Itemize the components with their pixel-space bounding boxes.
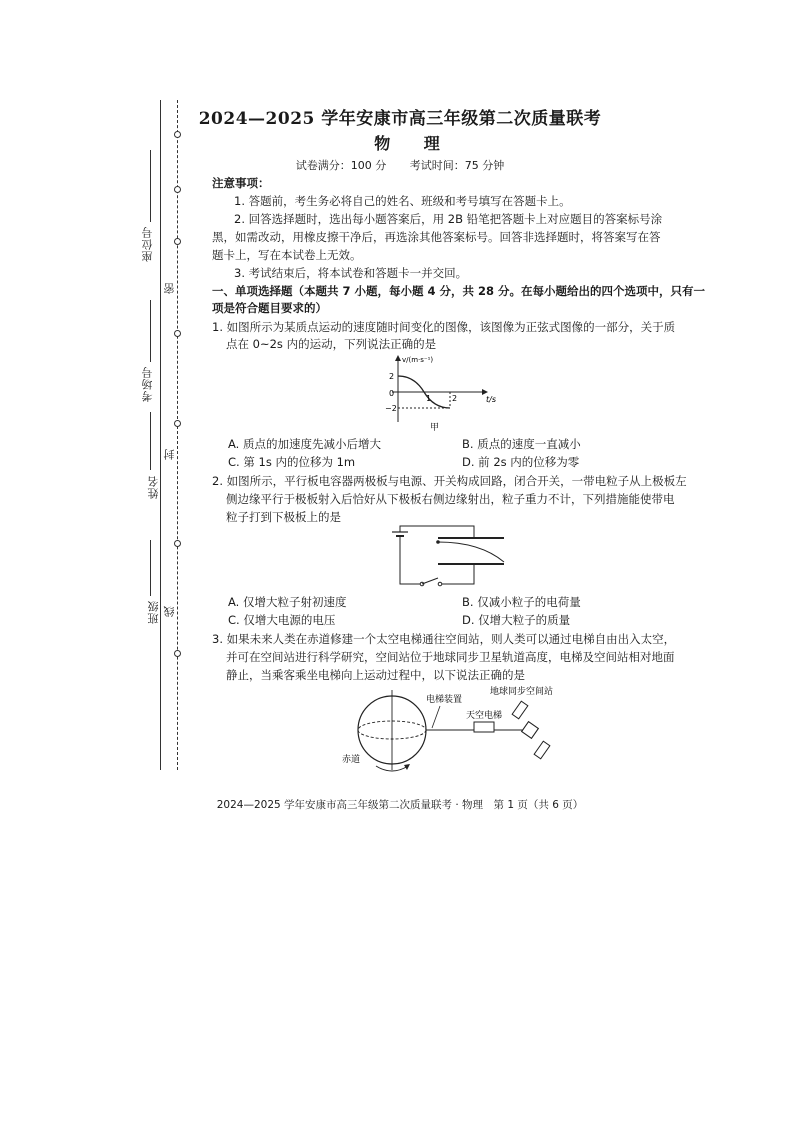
equator-label: 赤道 xyxy=(342,755,361,765)
name-label: 姓名 xyxy=(147,475,160,499)
switch-lever xyxy=(422,578,438,584)
margin-dashed-line xyxy=(177,100,178,770)
q2-stem: 2. 如图所示，平行板电容器两极板与电源、开关构成回路，闭合开关，一带电粒子从上极板左 xyxy=(212,474,687,488)
exam-meta xyxy=(0,157,800,173)
y-axis-arrow-icon xyxy=(395,355,401,361)
margin-hole xyxy=(174,540,181,547)
class-blank xyxy=(150,540,151,596)
tick-y-top: 2 xyxy=(389,372,395,381)
space-station-icon xyxy=(522,722,539,739)
notice-line: 2. 回答选择题时，选出每小题答案后，用 2B 铅笔把答题卡上对应题目的答案标号涂 xyxy=(234,212,663,226)
circuit-wire-bottom xyxy=(442,564,474,584)
q1-vt-graph xyxy=(362,352,502,432)
class-label: 班级 xyxy=(147,600,160,624)
seal-char-feng: 封 xyxy=(163,448,176,460)
x-axis-label: t/s xyxy=(486,395,496,404)
q1-option-b: B. 质点的速度一直减小 xyxy=(462,437,581,451)
q1-option-d: D. 前 2s 内的位移为零 xyxy=(462,455,580,469)
leader-line xyxy=(432,706,440,728)
margin-hole xyxy=(174,238,181,245)
page-footer: 2024—2025 学年安康市高三年级第二次质量联考 · 物理 第 1 页（共 6 页） xyxy=(216,799,584,811)
solar-panel-icon xyxy=(534,741,550,759)
q3-space-elevator-diagram xyxy=(340,684,570,776)
q1-stem: 1. 如图所示为某质点运动的速度随时间变化的图像，该图像为正弦式图像的一部分，关于质 xyxy=(212,320,676,334)
full-score: 试卷满分：100 分 xyxy=(295,159,387,172)
notice-heading: 注意事项： xyxy=(212,176,270,190)
q2-option-b: B. 仅减小粒子的电荷量 xyxy=(462,595,581,609)
space-station-label: 地球同步空间站 xyxy=(490,687,554,697)
space-elevator-label: 天空电梯 xyxy=(466,711,503,721)
exam-title: 2024—2025 学年安康市高三年级第二次质量联考 xyxy=(198,109,602,129)
particle-trajectory xyxy=(438,542,504,562)
subject-title: 物 理 xyxy=(374,134,454,153)
margin-hole xyxy=(174,650,181,657)
figure-caption: 甲 xyxy=(430,423,440,432)
notice-line: 1. 答题前，考生务必将自己的姓名、班级和考号填写在答题卡上。 xyxy=(234,194,571,208)
margin-hole xyxy=(174,186,181,193)
q2-stem-cont: 粒子打到下极板上的是 xyxy=(226,510,341,524)
q2-option-d: D. 仅增大粒子的质量 xyxy=(462,613,571,627)
q2-stem-cont: 侧边缘平行于极板射入后恰好从下极板右侧边缘射出，粒子重力不计，下列措施能使带电 xyxy=(226,492,675,506)
y-axis-label: v/(m·s⁻¹) xyxy=(402,356,434,364)
circuit-wire-left xyxy=(400,552,420,584)
q3-stem-cont: 并可在空间站进行科学研究，空间站位于地球同步卫星轨道高度，电梯及空间站相对地面 xyxy=(226,650,675,664)
exam-room-label: 考场号 xyxy=(141,366,154,402)
seal-char-xian: 线 xyxy=(163,605,176,617)
tick-origin: 0 xyxy=(389,389,395,398)
switch-contact xyxy=(438,582,442,586)
name-blank xyxy=(150,412,151,470)
margin-hole xyxy=(174,330,181,337)
rotation-arrow-icon xyxy=(404,764,410,770)
circuit-wire-top xyxy=(400,526,474,538)
seat-number-label: 座位号 xyxy=(141,226,154,262)
exam-time: 考试时间：75 分钟 xyxy=(409,159,505,172)
section-heading: 一、单项选择题（本题共 7 小题，每小题 4 分，共 28 分。在每小题给出的四个选项中，只有一 xyxy=(212,284,706,298)
elevator-device-label: 电梯装置 xyxy=(426,695,463,705)
seal-char-mi: 密 xyxy=(163,282,176,294)
margin-line xyxy=(160,100,161,770)
tick-x-2: 2 xyxy=(452,394,458,403)
section-heading-cont: 项是符合题目要求的） xyxy=(212,301,327,315)
solar-panel-icon xyxy=(512,701,528,719)
tick-x-1: 1 xyxy=(426,394,432,403)
q2-circuit-diagram xyxy=(380,522,540,590)
notice-line: 3. 考试结束后，将本试卷和答题卡一并交回。 xyxy=(234,266,468,280)
notice-line: 黑，如需改动，用橡皮擦干净后，再选涂其他答案标号。回答非选择题时，将答案写在答 xyxy=(212,230,661,244)
q3-stem-cont: 静止，当乘客乘坐电梯向上运动过程中，以下说法正确的是 xyxy=(226,668,525,682)
notice-line: 题卡上，写在本试卷上无效。 xyxy=(212,248,362,262)
q2-option-c: C. 仅增大电源的电压 xyxy=(228,613,336,627)
tick-y-bottom: −2 xyxy=(385,404,397,413)
q1-stem-cont: 点在 0~2s 内的运动，下列说法正确的是 xyxy=(226,337,437,351)
q1-option-c: C. 第 1s 内的位移为 1m xyxy=(228,455,356,469)
margin-hole xyxy=(174,420,181,427)
q2-option-a: A. 仅增大粒子射初速度 xyxy=(228,595,347,609)
q1-option-a: A. 质点的加速度先减小后增大 xyxy=(228,437,381,451)
q3-stem: 3. 如果未来人类在赤道修建一个太空电梯通往空间站，则人类可以通过电梯自由出入太空， xyxy=(212,632,676,646)
exam-room-blank xyxy=(150,300,151,362)
elevator-car xyxy=(474,722,494,732)
